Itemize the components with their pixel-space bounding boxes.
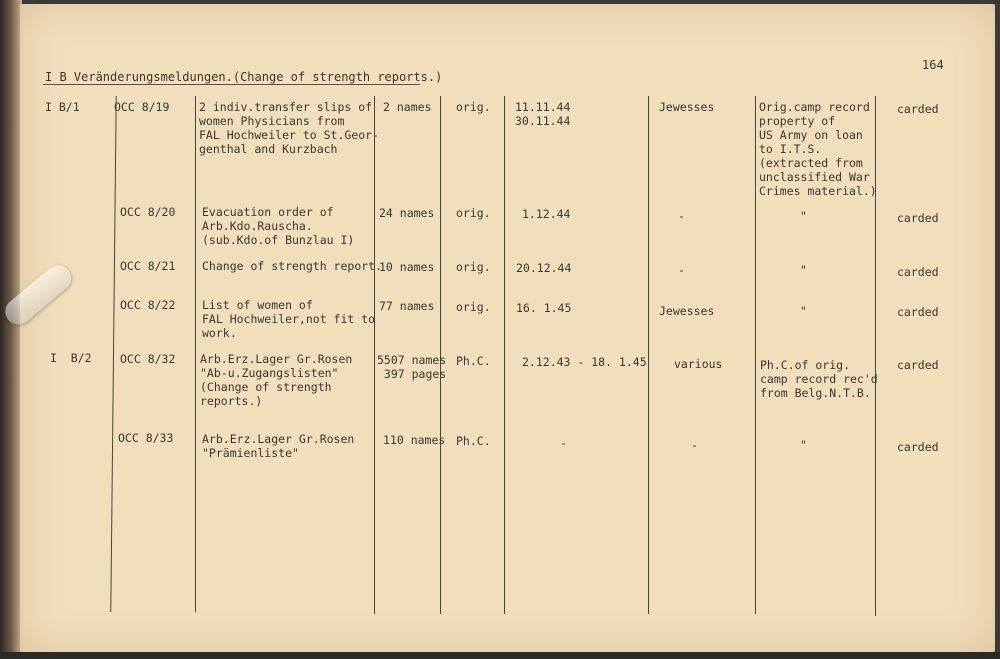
row-2-source: " <box>800 209 807 223</box>
row-5-description: Arb.Erz.Lager Gr.Rosen "Ab-u.Zugangslisten" (Change of strength reports.) <box>200 352 353 408</box>
row-6-signature: OCC 8/33 <box>118 431 174 445</box>
row-2-dates: 1.12.44 <box>522 207 571 221</box>
row-5-persons: various <box>674 357 723 371</box>
row-4-type: orig. <box>456 300 491 314</box>
row-5-dates: 2.12.43 - 18. 1.45 <box>522 355 647 369</box>
row-2-type: orig. <box>456 206 491 220</box>
column-rule-2 <box>195 96 196 612</box>
row-4-description: List of women of FAL Hochweiler,not fit to work. <box>202 298 376 340</box>
row-2-status: carded <box>897 211 939 225</box>
row-1-description: 2 indiv.transfer slips of women Physicians from FAL Hochweiler to St.Geor- genthal and Kurzbach <box>199 100 380 156</box>
row-4-quantity: 77 names <box>379 299 435 313</box>
row-5-status: carded <box>897 358 939 372</box>
row-6-dates: - <box>560 436 567 450</box>
row-3-persons: - <box>678 263 685 277</box>
row-4-source: " <box>800 304 807 318</box>
row-6-status: carded <box>897 440 939 454</box>
row-5-quantity: 5507 names 397 pages <box>377 353 447 381</box>
page-number: 164 <box>922 58 944 72</box>
row-1-quantity: 2 names <box>383 100 432 114</box>
row-3-type: orig. <box>456 260 491 274</box>
row-4-dates: 16. 1.45 <box>516 301 572 315</box>
row-2-description: Evacuation order of Arb.Kdo.Rauscha. (sub.Kdo.of Bunzlau I) <box>202 205 355 247</box>
row-3-status: carded <box>897 265 939 279</box>
row-1-group: I B/1 <box>45 100 80 114</box>
row-1-persons: Jewesses <box>659 100 715 114</box>
row-4-status: carded <box>897 305 939 319</box>
row-1-source: Orig.camp record property of US Army on loan to I.T.S. (extracted from unclassified War Crimes material.) <box>759 100 877 198</box>
row-4-signature: OCC 8/22 <box>120 298 176 312</box>
book-binding <box>0 0 22 659</box>
row-5-type: Ph.C. <box>456 354 491 368</box>
heading-underline <box>43 84 420 85</box>
page-edge-shadow <box>0 652 1000 659</box>
column-rule-7 <box>755 96 756 614</box>
row-2-persons: - <box>678 209 685 223</box>
row-3-description: Change of strength report. <box>202 259 383 273</box>
row-1-dates: 11.11.44 30.11.44 <box>515 100 571 128</box>
row-6-type: Ph.C. <box>456 434 491 448</box>
row-1-signature: OCC 8/19 <box>114 100 170 114</box>
row-3-quantity: 10 names <box>379 260 435 274</box>
row-3-signature: OCC 8/21 <box>120 259 176 273</box>
column-rule-6 <box>648 96 649 614</box>
row-6-description: Arb.Erz.Lager Gr.Rosen "Prämienliste" <box>202 432 355 460</box>
column-rule-3 <box>374 96 375 614</box>
row-5-source: Ph.C.of orig. camp record rec'd from Belg.N.T.B. <box>760 358 878 400</box>
row-6-quantity: 110 names <box>383 433 446 447</box>
row-1-status: carded <box>897 102 939 116</box>
row-2-quantity: 24 names <box>379 206 435 220</box>
section-heading: I B Veränderungsmeldungen.(Change of strength reports.) <box>45 70 443 84</box>
column-rule-5 <box>504 96 505 614</box>
row-2-signature: OCC 8/20 <box>120 205 176 219</box>
row-1-type: orig. <box>456 100 491 114</box>
row-6-persons: - <box>691 438 698 452</box>
row-5-group: I B/2 <box>50 351 92 365</box>
row-4-persons: Jewesses <box>659 304 715 318</box>
row-5-signature: OCC 8/32 <box>120 352 176 366</box>
row-3-source: " <box>800 263 807 277</box>
row-6-source: " <box>800 438 807 452</box>
row-3-dates: 20.12.44 <box>516 261 572 275</box>
